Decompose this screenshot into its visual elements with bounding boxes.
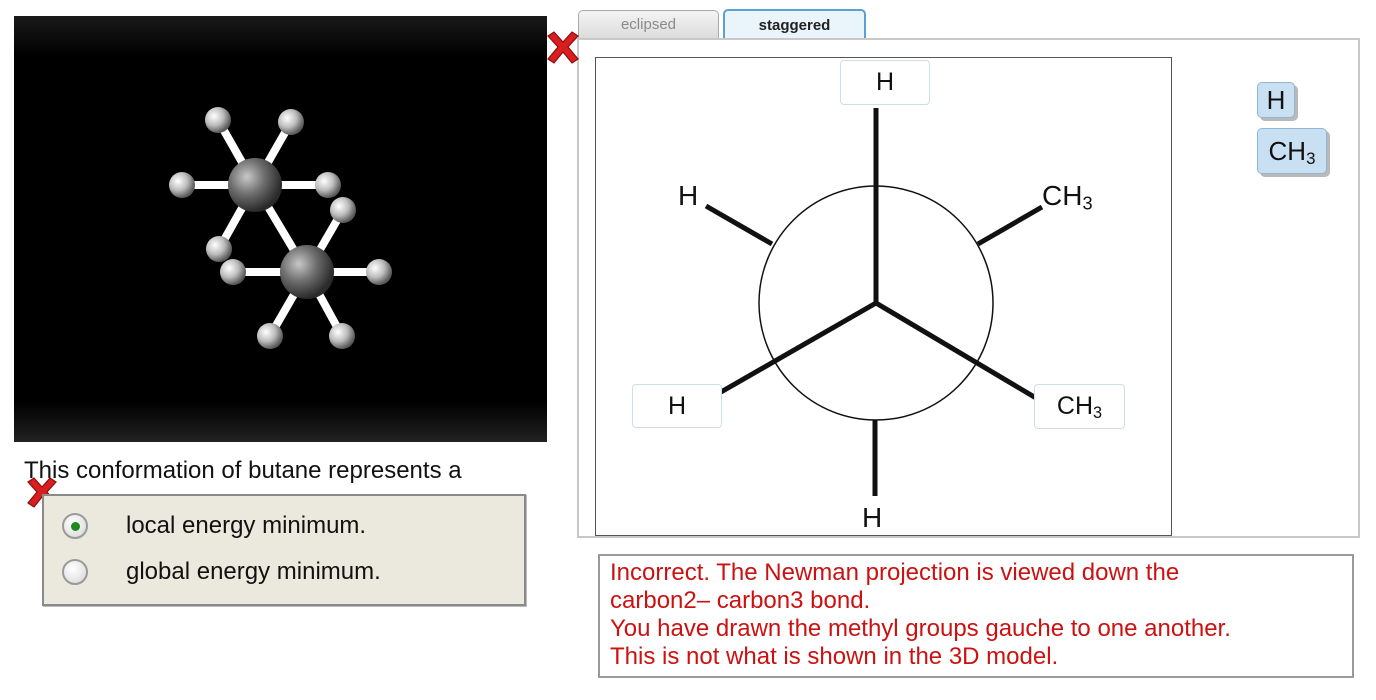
incorrect-x-icon bbox=[544, 30, 582, 66]
drop-zone-top[interactable] bbox=[840, 60, 930, 105]
choice-local-minimum[interactable] bbox=[62, 508, 366, 544]
substituent-label: H bbox=[875, 68, 895, 96]
feedback-line: This is not what is shown in the 3D model. bbox=[610, 643, 1059, 670]
palette-ch3-chip[interactable] bbox=[1257, 128, 1327, 174]
feedback-line: You have drawn the methyl groups gauche to one another. bbox=[610, 615, 1231, 642]
substituent-label: H bbox=[667, 391, 687, 420]
front-bond-lower-left bbox=[721, 303, 876, 392]
drop-zone-lower-right[interactable] bbox=[1034, 384, 1125, 429]
answer-choices bbox=[42, 494, 526, 606]
tab-staggered[interactable]: staggered bbox=[723, 9, 866, 39]
chip-label: $CH_3$ bbox=[1268, 135, 1316, 168]
feedback-box bbox=[598, 554, 1354, 678]
newman-projection bbox=[596, 58, 1173, 537]
choice-global-minimum[interactable] bbox=[62, 554, 381, 590]
back-substituent-upper-left: H bbox=[678, 180, 699, 211]
back-bond-upper-left bbox=[706, 206, 772, 244]
feedback-line: carbon2– carbon3 bond. bbox=[610, 587, 871, 614]
newman-canvas[interactable] bbox=[595, 57, 1172, 536]
substituent-label: $CH_3$ bbox=[1056, 392, 1103, 423]
palette-h-chip[interactable] bbox=[1257, 82, 1295, 118]
chip-label: H bbox=[1266, 84, 1286, 115]
front-bond-lower-right bbox=[876, 303, 1036, 398]
feedback-line: Incorrect. The Newman projection is viewed down the bbox=[610, 559, 1180, 586]
choice-label: global energy minimum. bbox=[126, 558, 381, 585]
molecule-3d-viewer[interactable] bbox=[14, 16, 547, 442]
back-substituent-bottom: H bbox=[862, 502, 883, 533]
back-bond-upper-right bbox=[978, 207, 1042, 244]
back-substituent-upper-right: $CH_3$ bbox=[1042, 180, 1093, 214]
drop-zone-lower-left[interactable] bbox=[632, 384, 722, 428]
radio-unselected-icon[interactable] bbox=[62, 559, 88, 585]
tab-eclipsed[interactable]: eclipsed bbox=[578, 10, 719, 38]
question-prompt: This conformation of butane represents a bbox=[24, 457, 462, 484]
choice-label: local energy minimum. bbox=[126, 512, 367, 539]
radio-selected-icon[interactable] bbox=[62, 513, 88, 539]
butane-ball-and-stick-model[interactable] bbox=[14, 16, 547, 442]
